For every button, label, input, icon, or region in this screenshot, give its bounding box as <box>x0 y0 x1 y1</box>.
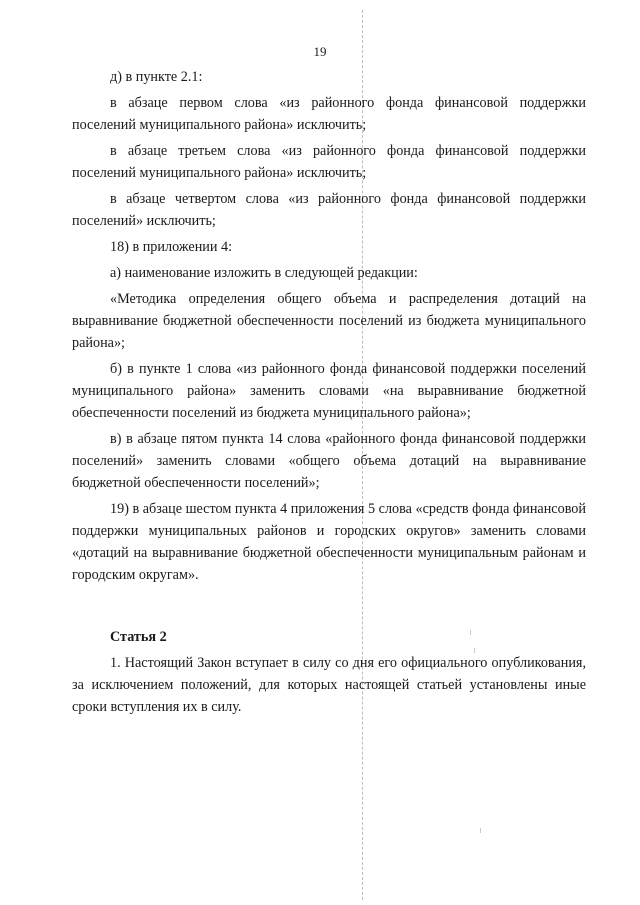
paragraph: 18) в приложении 4: <box>110 239 233 255</box>
scan-artifact <box>480 828 481 833</box>
article-heading: Статья 2 <box>110 629 167 645</box>
paragraph: 19) в абзаце шестом пункта 4 приложения 5 слова «средств фонда финансовой поддержки муниципальных районов и городских округов» заменить словами «дотаций на выравнивание бюджетной обеспеченности муниципальным районам и городским округам». <box>72 501 586 583</box>
document-body <box>72 66 586 722</box>
paragraph: в абзаце третьем слова «из районного фонда финансовой поддержки поселений муниципального района» исключить; <box>72 143 586 181</box>
paragraph: «Методика определения общего объема и распределения дотаций на выравнивание бюджетной обеспеченности поселений из бюджета муниципального района»; <box>72 291 586 351</box>
paragraph: в абзаце первом слова «из районного фонда финансовой поддержки поселений муниципального района» исключить; <box>72 95 586 133</box>
paragraph: а) наименование изложить в следующей редакции: <box>110 265 418 281</box>
article-paragraph: 1. Настоящий Закон вступает в силу со дня его официального опубликования, за исключением положений, для которых настоящей статьей установлены иные сроки вступления их в силу. <box>72 655 586 715</box>
paragraph: б) в пункте 1 слова «из районного фонда финансовой поддержки поселений муниципального района» заменить словами «на выравнивание бюджетной обеспеченности поселений из бюджета муниципального района»; <box>72 361 586 421</box>
paragraph: в абзаце четвертом слова «из районного фонда финансовой поддержки поселений» исключить; <box>72 191 586 229</box>
paragraph: в) в абзаце пятом пункта 14 слова «районного фонда финансовой поддержки поселений» заменить словами «общего объема дотаций на выравнивание бюджетной обеспеченности поселений»; <box>72 431 586 491</box>
paragraph: д) в пункте 2.1: <box>110 69 203 85</box>
page-number: 19 <box>313 44 327 59</box>
